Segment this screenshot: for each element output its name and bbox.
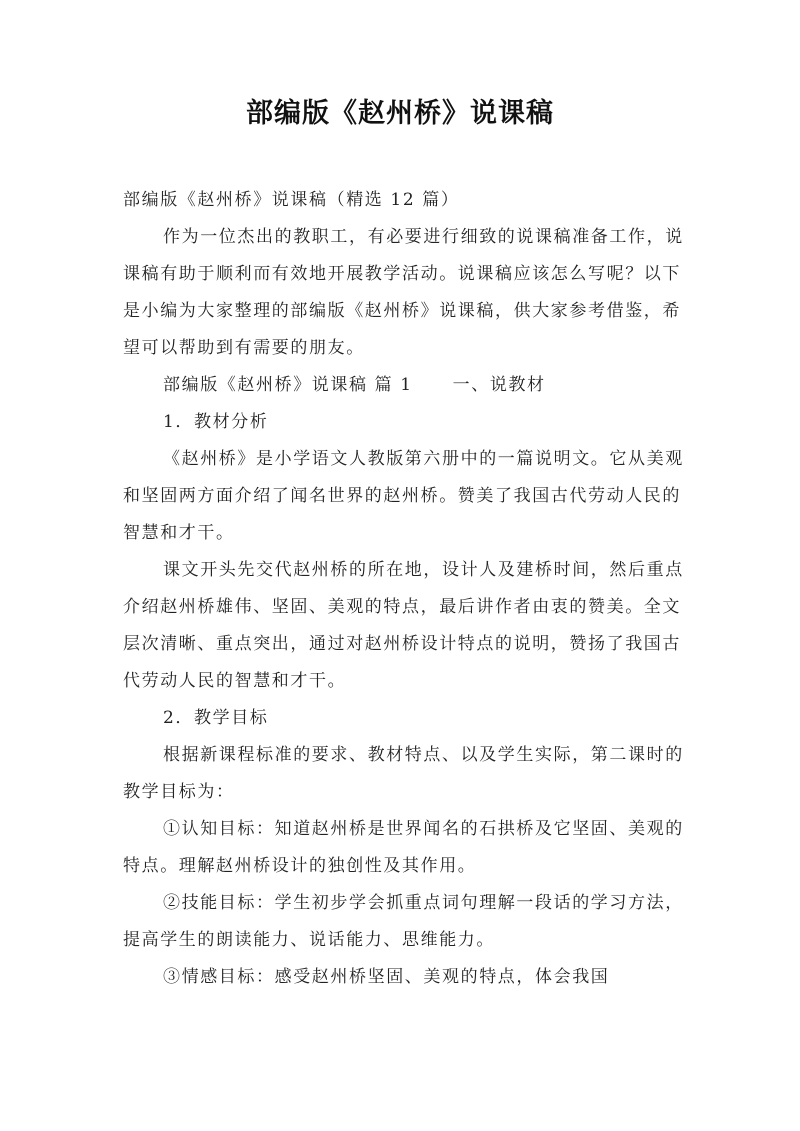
section-heading: 一、说教材	[452, 375, 546, 395]
goal-cognitive: ①认知目标：知道赵州桥是世界闻名的石拱桥及它坚固、美观的特点。理解赵州桥设计的独创性及其作用。	[123, 819, 684, 876]
document-subtitle: 部编版《赵州桥》说课稿（精选 12 篇）	[123, 190, 460, 210]
goal-skill: ②技能目标：学生初步学会抓重点词句理解一段话的学习方法，提高学生的朗读能力、说话能力、思维能力。	[123, 893, 684, 950]
document-title: 部编版《赵州桥》说课稿	[246, 98, 554, 129]
article-heading-line	[123, 367, 685, 404]
item2-paragraph-1: 根据新课程标准的要求、教材特点、以及学生实际，第二课时的教学目标为：	[123, 745, 684, 802]
item1-heading: 1．教材分析	[163, 412, 269, 432]
item2-heading: 2．教学目标	[163, 708, 269, 728]
intro-paragraph: 作为一位杰出的教职工，有必要进行细致的说课稿准备工作，说课稿有助于顺利而有效地开展教学活动。说课稿应该怎么写呢？以下是小编为大家整理的部编版《赵州桥》说课稿，供大家参考借鉴，希望可以帮助到有需要的朋友。	[123, 227, 684, 358]
item1-paragraph-2: 课文开头先交代赵州桥的所在地，设计人及建桥时间，然后重点介绍赵州桥雄伟、坚固、美观的特点，最后讲作者由衷的赞美。全文层次清晰、重点突出，通过对赵州桥设计特点的说明，赞扬了我国古代劳动人民的智慧和才干。	[123, 560, 684, 691]
goal-emotion: ③情感目标：感受赵州桥坚固、美观的特点，体会我国	[163, 967, 610, 987]
document-body	[123, 182, 685, 996]
item1-paragraph-1: 《赵州桥》是小学语文人教版第六册中的一篇说明文。它从美观和坚固两方面介绍了闻名世界的赵州桥。赞美了我国古代劳动人民的智慧和才干。	[123, 449, 684, 543]
article-heading: 部编版《赵州桥》说课稿 篇 1	[163, 375, 413, 395]
